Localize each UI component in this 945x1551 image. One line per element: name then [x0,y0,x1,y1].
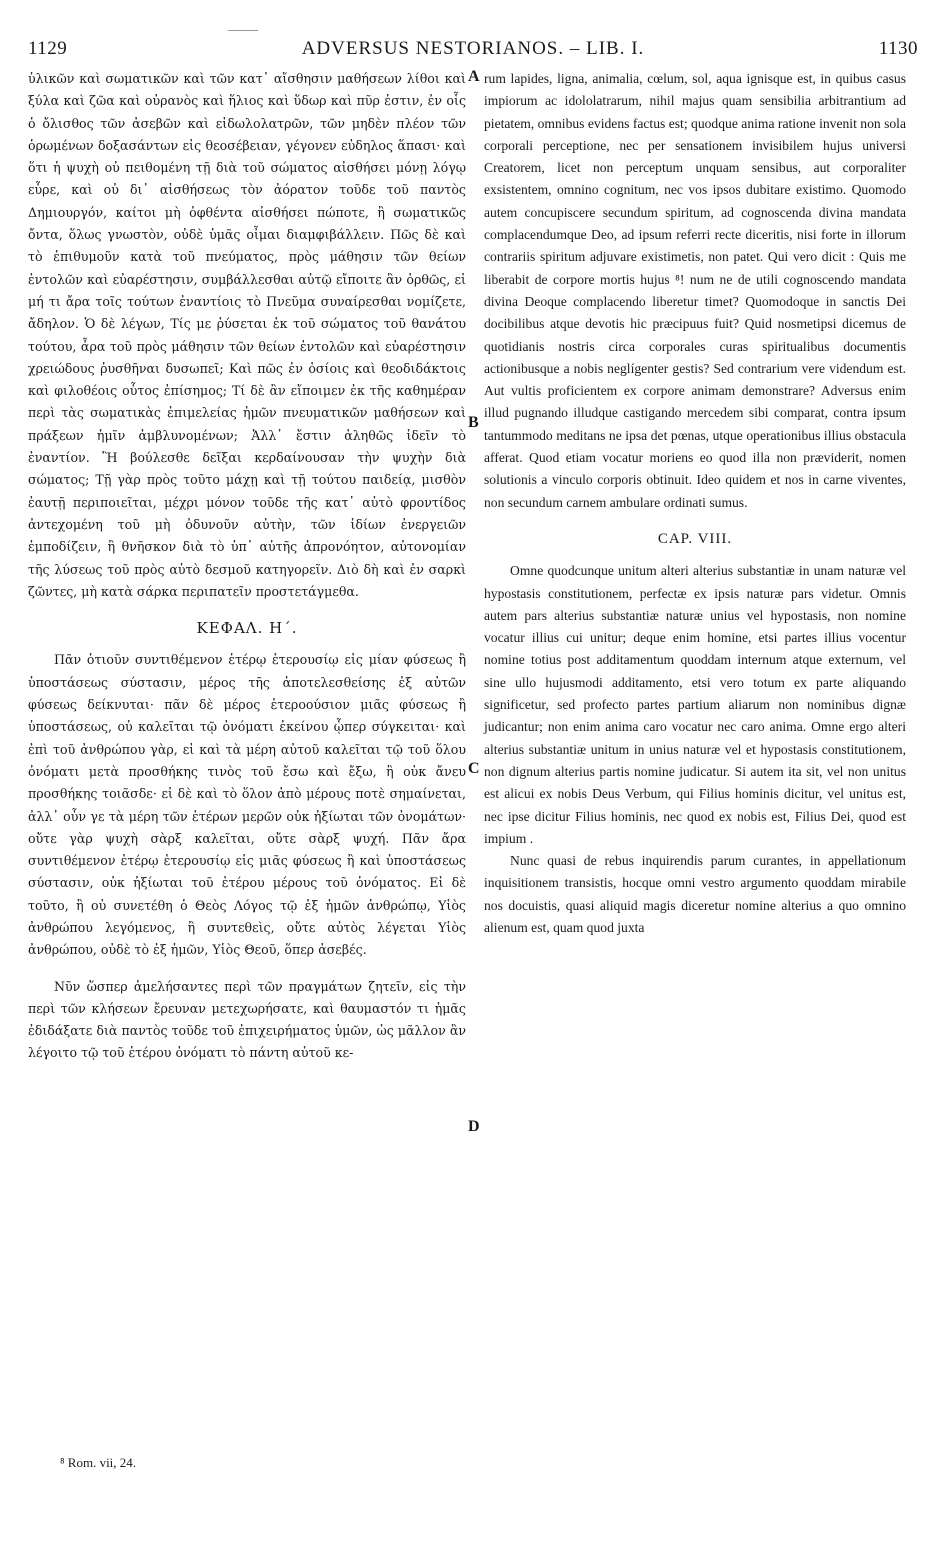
running-header [28,38,918,68]
margin-marker-c: C [468,760,480,777]
greek-paragraph-1: ὑλικῶν καὶ σωματικῶν καὶ τῶν κατ᾽ αἴσθησιν μαθήσεων λίθοι καὶ ξύλα καὶ ζῶα καὶ οὐρανὸς καὶ ἥλιος καὶ ὕδωρ καὶ πῦρ ἐστιν, ἐν οἷς ὁ ὄλισθος τῶν ἀσεβῶν καὶ εἰδωλολατρῶν, τῶν μηδὲν πλέον τῶν ὁρωμένων δοξασάντων εἰς θεοσέβειαν, γέγονεν εὐδηλος ἅπασι· καὶ ὅτι ἡ ψυχὴ οὐ πειθομένη τῇ διὰ τοῦ σώματος αἰσθήσει μόνῃ λόγῳ εὗρε, καὶ οὐ δι᾽ αἰσθήσεως τὸν ἀόρατον τοῦδε τοῦ παντὸς Δημιουργόν, καίτοι μὴ ὀφθέντα αἰσθήσει πώποτε, ἢ σωματικῶς ὄντα, ὅλως γνωστὸν, οὐδὲ ὑμᾶς οἶμαι διαμφιβάλλειν. Πῶς δὲ καὶ τὸ ἐπιθυμοῦν κατὰ τοῦ πνεύματος, πρὸς μάθησιν τῶν θείων ἐντολῶν καὶ εὐαρέστησιν, συμβάλλεσθαι αὐτῷ εἴποιτε ἂν ὀρθῶς, εἰ μή τι ἄρα τοῖς τούτων ἐναντίοις τὸ Πνεῦμα συναίρεσθαι νομίζετε, ἄδηλον. Ὁ δὲ λέγων, Τίς με ῥύσεται ἐκ τοῦ σώματος τοῦ θανάτου τούτου, ἆρα τοῦ πρὸς μάθησιν τῶν θείων ἐντολῶν καὶ εὐαρέστησιν χρειώδους ῥυσθῆναι δυσωπεῖ; Καὶ πῶς ἐν ὁσίοις καὶ θεοδιδάκτοις καὶ φιλοθέοις οὗτος ἐπίσημος; Τί δὲ ἂν εἴποιμεν ἐκ τῆς καθημέραν περὶ τὰς σωματικὰς ἐπιμελείας ἡμῶν πνευματικῶν μαθήσεων καὶ πράξεων ἡμῖν ἀμβλυνομένων; Ἀλλ᾽ ἔστιν ἀληθῶς ἰδεῖν τὸ ἐναντίον. Ἢ βούλεσθε δεῖξαι κερδαίνουσαν τὴν ψυχὴν διὰ σώματος; Τῇ γὰρ πρὸς τοῦτο μάχῃ καὶ τῇ τούτου παιδείᾳ, μισθὸν ἑαυτῇ περιποιεῖται, μέχρι μόνον τοῦδε τῆς κατ᾽ αὐτὸ φροντίδος ἀντεχομένη τοῦ μὴ ὀδυνοῦν αὐτὴν, τῶν ἰδίων ἐνεργειῶν ἐμποδίζειν, ἢ θνῆσκον διὰ τὸ ὑπ᾽ αὐτῆς ἀπρονόητον, αὐτονομίαν τῆς λύσεως τοῦ πρὸς αὐτὸ δεσμοῦ κατηγορεῖν. Διὸ δὴ καὶ ἐν σαρκὶ ζῶντες, μὴ κατὰ σάρκα περιπατεῖν προστετάγμεθα. [28,71,466,599]
margin-marker-d: D [468,1118,480,1135]
greek-paragraph-2: Πᾶν ὁτιοῦν συντιθέμενον ἑτέρῳ ἑτερουσίῳ εἰς μίαν φύσεως ἢ ὑποστάσεως σύστασιν, μέρος τῆς ἀποτελεσθείσης ἐξ αὐτῶν φύσεως δείκνυται· πᾶν δὲ μέρος ἑτεροούσιον μιᾶς φύσεως ἢ ὑποστάσεως, οὐ καλεῖται τῷ ὀνόματι ἐκείνου ᾧπερ σύγκειται· καὶ ἐπὶ τοῦ ἀνθρώπου γὰρ, εἰ καὶ τὰ μέρη αὐτοῦ καλεῖται τῷ τοῦ ὅλου ὀνόματι μετὰ προσθήκης τινὸς τοῦ ἔσω καὶ ἔξω, ἢ οὐκ ἄνευ προσθήκης τοιᾶσδε· εἰ δὲ καὶ τὸ ὅλον ἀπὸ μέρους ποτὲ σημαίνεται, ἀλλ᾽ οὖν γε τὰ μέρη τῶν ἑτέρων μερῶν οὐκ ἠξίωται τῶν ὀνομάτων· οὔτε γὰρ ψυχὴ σὰρξ καλεῖται, οὔτε σὰρξ ψυχή. Πᾶν ἄρα συντιθέμενον ἑτέρῳ ἑτερουσίῳ εἰς μιᾶς φύσεως ἢ καὶ ὑποστάσεως σύστασιν, οὐκ ἠξίωται τοῦ ἑτέρου μέρους τοῦ ὀνόματος. Εἰ δὲ τοῦτο, ἢ οὐ συνετέθη ὁ Θεὸς Λόγος τῷ ἐξ ἡμῶν ἀνθρώπῳ, Υἱὸς ἀνθρώπου λεγόμενος, ἢ συντεθεὶς, οὔτε αὐτὸς λέγεται Υἱὸς ἀνθρώπου, οὐδὲ τὸ ἐξ ἡμῶν, Υἱὸς Θεοῦ, ὅπερ ἀσεβές. [28,652,466,958]
running-title: ADVERSUS NESTORIANOS. – LIB. I. [301,38,645,59]
latin-paragraph-1: rum lapides, ligna, animalia, cœlum, sol, aqua ignisque est, in quibus casus impiorum ac idololatrarum, nihil majus quam sensibilia arbitrantium ad pietatem, omnibus evidens factus est; quodque anima ratione invenit non sola corporali perceptione, nec per sensationem invisibilem hujus universi Creatorem, licet non perceptum unquam sensibus, aut corporaliter exsistentem, omnino cognitum, nec vos ipsos dubitare existimo. Quomodo autem concupiscere secundum spiritum, ad cognoscenda divina mandata complacendumque Deo, ad ipsum referri recte diceritis, nisi forte in illorum contrariis spiritum adjuvare existimetis, non patet. Qui vero dicit : Quis me liberabit de corpore mortis hujus ⁸! num ne de utili cognoscendo mandata divina Deoque complacendo liberetur timet? Quomodoque in sanctis Dei docibilibus atque devotis hic præcipuus fuit? Quid nosmetipsi dicemus de quotidianis nostris circa corporales curas spiritualibus documentis actionibusque a nobis neglígenter gestis? Sed contrarium vere videndum est. Aut vultis proficientem ex corpore animam demonstrare? Adversus enim illud pugnando illudque castigando mercedem sibi comparat, contra ipsum tantummodo meditans ne ipsa det pœnas, utque operationibus illius obstacula afferat. Quod etiam vocatur moriens eo quod illa non præviderit, nomen solutionis a vinculo corporis obtinuit. Ideo quidem et nos in carne viventes, non secundum carnem ambulare ordinati sumus. [484,71,906,510]
latin-column [484,68,906,939]
page-number-left: 1129 [28,38,68,59]
top-rule [228,30,258,31]
margin-marker-b: B [468,414,479,431]
latin-paragraph-3: Nunc quasi de rebus inquirendis parum curantes, in appellationum inquisitionem transistis, hocque omni vestro argumento quoddam mirabile nos docuistis, quasi aliquid magis diceretur nomine alterius a quo omnino alienum est, quam quod juxta [484,853,906,935]
latin-paragraph-2: Omne quodcunque unitum alteri alterius substantiæ in unam naturæ vel hypostasis constitutionem, perfectæ ex ipsis naturæ pars videtur. Omnis autem pars alterius substantiæ naturæ unius vel hypostasis, non nomine vocatur illius cui unitur; deque enim homine, etsi partes illius vocentur nomine totius post additamentum quoddam internum atque externum, vel sine ullo hujusmodi additamento, etsi vero totum ex parte aliquando significetur, sed profecto partes partium aliarum non nominibus dignæ judicantur; non enim anima caro vocatur nec caro anima. Omne ergo alteri alterius substantiæ unitum in unius naturæ vel et hypostasis constitutionem, non dignum alterius partis nomine judicatur. Si autem ita sit, vel non unitus est alicui ex nobis Deus Verbum, qui Filius hominis dicitur, vel unitus est, nec ipse dicitur Filius hominis, nec quod ex nobis est, Filius Dei, quod est impium . [484,563,906,846]
page-number-right: 1130 [878,38,918,59]
footnote: ⁸ Rom. vii, 24. [60,1455,137,1470]
greek-chapter-heading: ΚΕΦΑΛ. Η΄. [196,619,298,638]
latin-chapter-heading: CAP. VIII. [657,530,733,547]
margin-marker-a: A [468,68,480,85]
greek-paragraph-3: Νῦν ὥσπερ ἀμελήσαντες περὶ τῶν πραγμάτων ζητεῖν, εἰς τὴν περὶ τῶν κλήσεων ἔρευναν μετεχωρήσατε, καὶ θαυμαστόν τι ἡμᾶς ἐδιδάξατε διὰ παντὸς τοῦδε τοῦ ἐπιχειρήματος ὑμῶν, ὡς μᾶλλον ἂν λέγοιτο τῷ τοῦ ἑτέρου ὀνόματι τὸ πάντη αὐτοῦ κε- [28,978,466,1061]
greek-column [28,68,466,1065]
